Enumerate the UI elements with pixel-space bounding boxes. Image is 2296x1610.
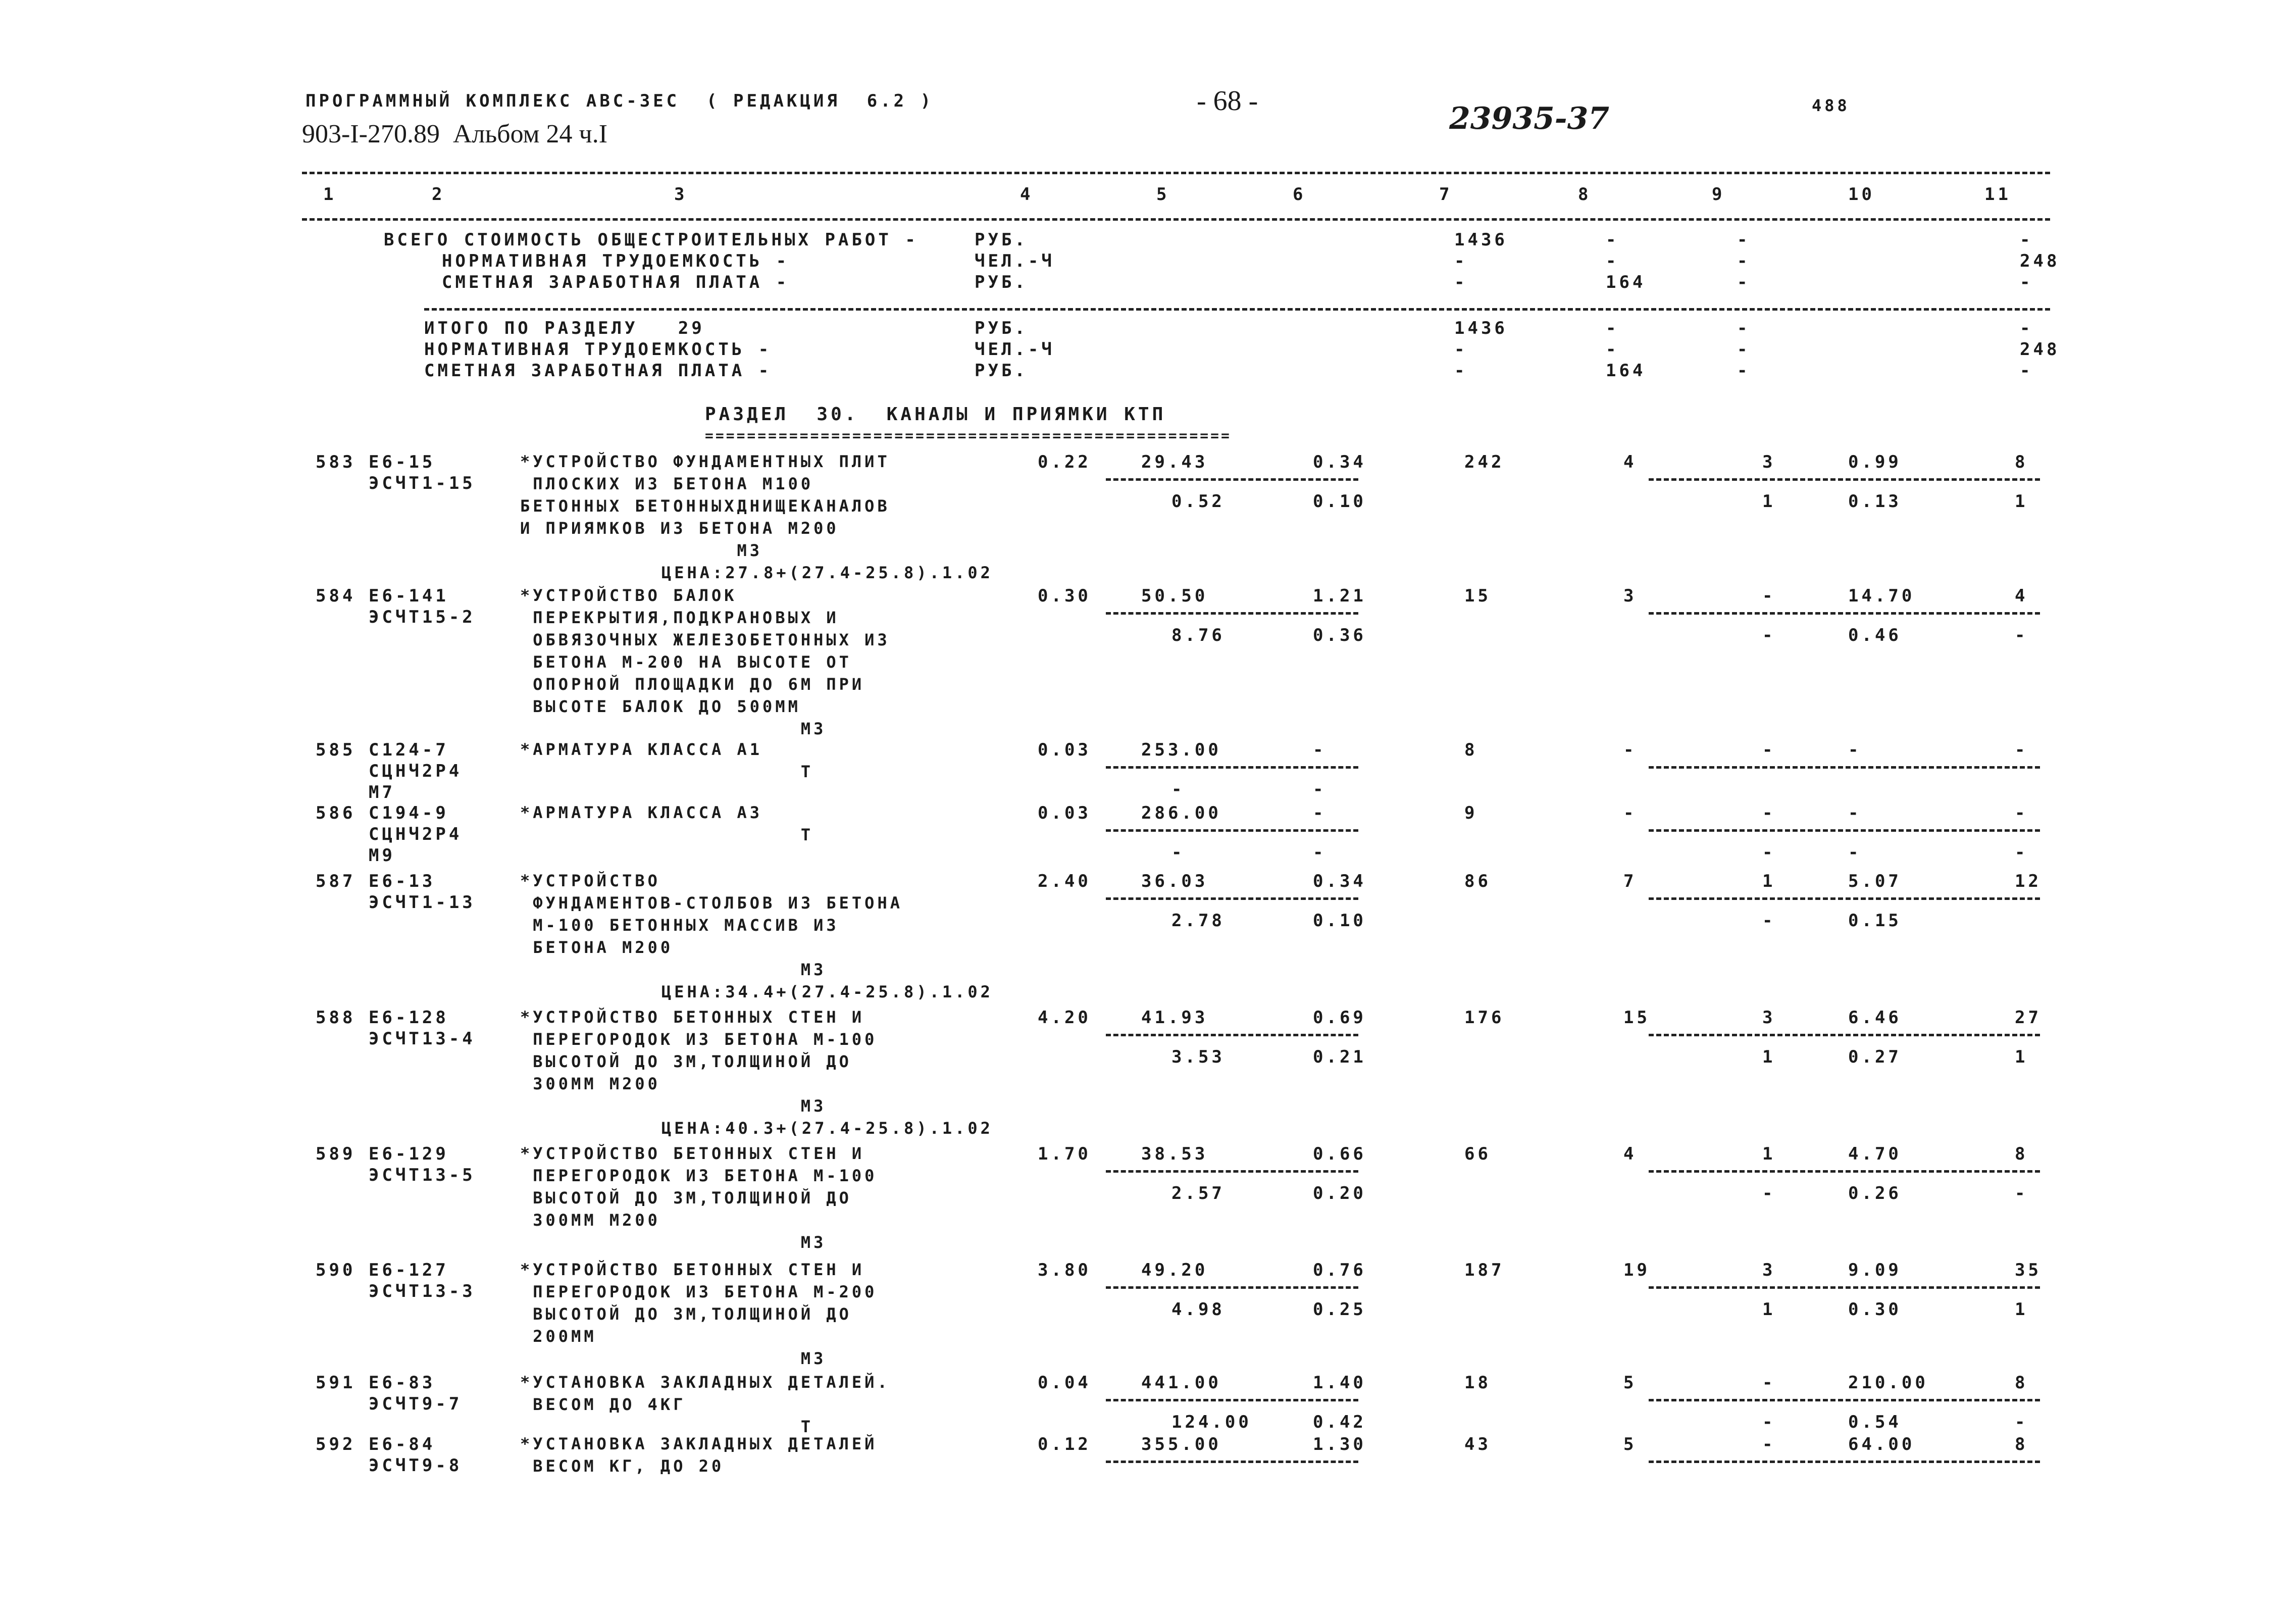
totals-underline (1649, 1286, 2040, 1289)
item-unit-price-sub: 2.57 (1171, 1183, 1225, 1203)
column-header-5: 5 (1156, 184, 1170, 205)
item-code: Е6-13 (369, 871, 436, 891)
item-col9: 1 (1762, 1144, 1776, 1164)
item-unit-price: 36.03 (1141, 871, 1208, 891)
item-col8: 19 (1623, 1260, 1650, 1280)
price-underline (1106, 478, 1358, 481)
header-bottom-rule (302, 218, 2050, 221)
item-col9-sub: - (1762, 1412, 1776, 1432)
item-quantity: 0.03 (1038, 803, 1091, 823)
item-description-line: М3 (520, 719, 827, 738)
item-description-line: *УСТРОЙСТВО БЕТОННЫХ СТЕН И (520, 1008, 865, 1027)
item-unit-price: 441.00 (1141, 1373, 1221, 1393)
item-unit-wage-sub: 0.25 (1313, 1299, 1366, 1320)
item-description-line: ПЕРЕГОРОДОК ИЗ БЕТОНА М-200 (520, 1282, 878, 1301)
item-col7: 8 (1464, 740, 1478, 760)
price-underline (1106, 612, 1358, 615)
item-code: Е6-127 (369, 1260, 449, 1280)
item-col8: 7 (1623, 871, 1637, 891)
totals-underline (1649, 478, 2040, 481)
item-number: 590 (316, 1260, 356, 1280)
item-col8: - (1623, 740, 1637, 760)
item-resource-code-extra: М7 (369, 782, 395, 802)
item-col9: 3 (1762, 452, 1776, 472)
item-col10: 0.99 (1848, 452, 1902, 472)
item-col7: 43 (1464, 1434, 1491, 1454)
item-description-line: *УСТРОЙСТВО (520, 871, 660, 890)
item-description-line: ПЛОСКИХ ИЗ БЕТОНА М100 (520, 474, 814, 493)
item-col9: - (1762, 803, 1776, 823)
item-description-line: ВЫСОТОЙ ДО 3М,ТОЛЩИНОЙ ДО (520, 1304, 852, 1324)
column-header-6: 6 (1293, 184, 1306, 205)
item-col7: 86 (1464, 871, 1491, 891)
corner-number: 488 (1812, 96, 1850, 115)
item-unit-price-sub: 124.00 (1171, 1412, 1252, 1432)
item-description-line: М3 (520, 541, 763, 560)
totals-unit: РУБ. (975, 361, 1028, 381)
item-unit-price: 286.00 (1141, 803, 1221, 823)
totals-label: СМЕТНАЯ ЗАРАБОТНАЯ ПЛАТА - (424, 361, 772, 381)
item-description-line: ПЕРЕГОРОДОК ИЗ БЕТОНА М-100 (520, 1030, 878, 1049)
totals-col8: - (1606, 251, 1619, 271)
totals-underline (1649, 766, 2040, 769)
totals-col8: - (1606, 339, 1619, 360)
item-description-line: БЕТОННЫХ БЕТОННЫХДНИЩЕКАНАЛОВ (520, 496, 890, 516)
item-unit-wage-sub: 0.21 (1313, 1047, 1366, 1067)
item-resource-code: ЭСЧТ13-4 (369, 1029, 476, 1049)
item-col8: 3 (1623, 586, 1637, 606)
item-col8: 4 (1623, 1144, 1637, 1164)
item-col11-sub: 1 (2015, 1299, 2028, 1320)
item-quantity: 4.20 (1038, 1008, 1091, 1028)
item-description-line: *АРМАТУРА КЛАССА А1 (520, 740, 763, 759)
item-resource-code-extra: М9 (369, 845, 395, 866)
item-col10: 5.07 (1848, 871, 1902, 891)
item-col8: 15 (1623, 1008, 1650, 1028)
item-code: С194-9 (369, 803, 449, 823)
totals-underline (1649, 897, 2040, 900)
item-description-line: 200ММ (520, 1327, 597, 1346)
item-description-line: ВЫСОТЕ БАЛОК ДО 500ММ (520, 697, 801, 716)
price-underline (1106, 1399, 1358, 1401)
item-col11-sub: - (2015, 1412, 2028, 1432)
document-code: 23935-37 (1449, 101, 1610, 136)
item-description-line: *АРМАТУРА КЛАССА А3 (520, 803, 763, 822)
section-title-underline: ================================================== (705, 427, 1232, 444)
item-unit-price: 29.43 (1141, 452, 1208, 472)
item-col10: 4.70 (1848, 1144, 1902, 1164)
totals-col8: - (1606, 230, 1619, 250)
item-unit-price: 38.53 (1141, 1144, 1208, 1164)
item-resource-code: ЭСЧТ13-5 (369, 1165, 476, 1185)
item-col9: - (1762, 740, 1776, 760)
item-number: 585 (316, 740, 356, 760)
item-price-note: ЦЕНА:34.4+(27.4-25.8).1.02 (661, 982, 993, 1001)
item-description-line: М3 (520, 960, 827, 979)
item-col11: 4 (2015, 586, 2028, 606)
totals-col11: - (2020, 230, 2033, 250)
item-resource-code: ЭСЧТ9-8 (369, 1455, 463, 1476)
item-description-line: М3 (520, 1096, 827, 1116)
item-col11: 8 (2015, 1144, 2028, 1164)
totals-col9: - (1737, 251, 1751, 271)
item-col11: 8 (2015, 452, 2028, 472)
item-description-line: М3 (520, 1233, 827, 1252)
item-unit-price: 49.20 (1141, 1260, 1208, 1280)
item-col7: 187 (1464, 1260, 1505, 1280)
totals-underline (1649, 1461, 2040, 1463)
program-name: ПРОГРАММНЫЙ КОМПЛЕКС АВС-ЗЕС ( РЕДАКЦИЯ 6.2 ) (305, 91, 934, 111)
item-col10-sub: 0.27 (1848, 1047, 1902, 1067)
item-col11: 8 (2015, 1373, 2028, 1393)
item-unit-wage: 0.69 (1313, 1008, 1366, 1028)
column-header-11: 11 (1984, 184, 2011, 205)
totals-unit: РУБ. (975, 272, 1028, 292)
totals-col7: 1436 (1454, 230, 1508, 250)
totals-col7: - (1454, 272, 1468, 292)
item-description-line: Т (520, 1417, 814, 1436)
item-col10: 210.00 (1848, 1373, 1928, 1393)
item-resource-code: СЦНЧ2Р4 (369, 761, 463, 781)
totals-unit: РУБ. (975, 318, 1028, 338)
item-price-note: ЦЕНА:40.3+(27.4-25.8).1.02 (661, 1119, 993, 1138)
item-unit-price: 253.00 (1141, 740, 1221, 760)
item-description-line: *УСТАНОВКА ЗАКЛАДНЫХ ДЕТАЛЕЙ (520, 1434, 878, 1453)
page-number: - 68 - (1197, 85, 1258, 117)
item-unit-price-sub: 8.76 (1171, 625, 1225, 645)
item-col9: - (1762, 1434, 1776, 1454)
totals-col11: - (2020, 272, 2033, 292)
totals-underline (1649, 612, 2040, 615)
totals-col9: - (1737, 339, 1751, 360)
item-description-line: ОБВЯЗОЧНЫХ ЖЕЛЕЗОБЕТОННЫХ ИЗ (520, 630, 890, 649)
project-code: 903-I-270.89 Альбом 24 ч.I (302, 120, 608, 148)
item-unit-price-sub: 4.98 (1171, 1299, 1225, 1320)
item-col8: 5 (1623, 1434, 1637, 1454)
item-description-line: Т (520, 762, 814, 781)
item-resource-code: ЭСЧТ13-3 (369, 1281, 476, 1301)
item-col10-sub: 0.30 (1848, 1299, 1902, 1320)
item-col9: 1 (1762, 871, 1776, 891)
totals-col7: - (1454, 339, 1468, 360)
item-number: 587 (316, 871, 356, 891)
totals-col9: - (1737, 361, 1751, 381)
item-col9-sub: 1 (1762, 491, 1776, 512)
totals-separator (424, 308, 2050, 311)
price-underline (1106, 1034, 1358, 1036)
item-code: Е6-15 (369, 452, 436, 472)
item-col11-sub: - (2015, 842, 2028, 863)
item-quantity: 0.04 (1038, 1373, 1091, 1393)
item-description-line: 300ММ М200 (520, 1211, 660, 1230)
totals-underline (1649, 1034, 2040, 1036)
item-code: Е6-84 (369, 1434, 436, 1454)
item-unit-price-sub: 0.52 (1171, 491, 1225, 512)
totals-unit: РУБ. (975, 230, 1028, 250)
totals-col9: - (1737, 230, 1751, 250)
item-unit-price-sub: - (1171, 842, 1185, 863)
item-description-line: *УСТАНОВКА ЗАКЛАДНЫХ ДЕТАЛЕЙ. (520, 1373, 890, 1392)
item-quantity: 1.70 (1038, 1144, 1091, 1164)
item-code: Е6-83 (369, 1373, 436, 1393)
item-col10-sub: 0.54 (1848, 1412, 1902, 1432)
item-col11-sub: 1 (2015, 1047, 2028, 1067)
item-col10-sub: 0.46 (1848, 625, 1902, 645)
item-col10-sub: 0.13 (1848, 491, 1902, 512)
item-col10: - (1848, 740, 1862, 760)
item-unit-wage: 1.40 (1313, 1373, 1366, 1393)
item-quantity: 0.22 (1038, 452, 1091, 472)
totals-col11: 248 (2020, 339, 2060, 360)
column-header-7: 7 (1439, 184, 1453, 205)
totals-col9: - (1737, 318, 1751, 338)
item-col8: - (1623, 803, 1637, 823)
totals-col7: 1436 (1454, 318, 1508, 338)
item-col7: 242 (1464, 452, 1505, 472)
item-description-line: ФУНДАМЕНТОВ-СТОЛБОВ ИЗ БЕТОНА (520, 893, 903, 913)
item-col10: - (1848, 803, 1862, 823)
item-description-line: ОПОРНОЙ ПЛОЩАДКИ ДО 6М ПРИ (520, 675, 865, 694)
section-title: РАЗДЕЛ 30. КАНАЛЫ И ПРИЯМКИ КТП (705, 404, 1166, 425)
item-number: 592 (316, 1434, 356, 1454)
item-col9-sub: - (1762, 1183, 1776, 1203)
item-unit-wage-sub: 0.10 (1313, 911, 1366, 931)
item-col7: 9 (1464, 803, 1478, 823)
item-col8: 4 (1623, 452, 1637, 472)
item-col9-sub: 1 (1762, 1047, 1776, 1067)
item-unit-wage-sub: - (1313, 842, 1326, 863)
item-description-line: *УСТРОЙСТВО БАЛОК (520, 586, 737, 605)
totals-label: НОРМАТИВНАЯ ТРУДОЕМКОСТЬ - (442, 251, 790, 271)
item-col9: - (1762, 586, 1776, 606)
item-description-line: ВЫСОТОЙ ДО 3М,ТОЛЩИНОЙ ДО (520, 1052, 852, 1071)
column-header-9: 9 (1712, 184, 1725, 205)
item-description-line: ВЫСОТОЙ ДО 3М,ТОЛЩИНОЙ ДО (520, 1188, 852, 1208)
price-underline (1106, 766, 1358, 769)
totals-col8: 164 (1606, 361, 1646, 381)
item-number: 583 (316, 452, 356, 472)
column-header-10: 10 (1848, 184, 1875, 205)
item-price-note: ЦЕНА:27.8+(27.4-25.8).1.02 (661, 563, 993, 582)
item-quantity: 2.40 (1038, 871, 1091, 891)
column-header-4: 4 (1020, 184, 1034, 205)
item-col11: 8 (2015, 1434, 2028, 1454)
item-col10: 14.70 (1848, 586, 1915, 606)
item-col10: 9.09 (1848, 1260, 1902, 1280)
item-unit-price-sub: 2.78 (1171, 911, 1225, 931)
item-col9-sub: - (1762, 911, 1776, 931)
item-col7: 15 (1464, 586, 1491, 606)
price-underline (1106, 1286, 1358, 1289)
item-description-line: ВЕСОМ КГ, ДО 20 (520, 1456, 725, 1476)
item-quantity: 0.12 (1038, 1434, 1091, 1454)
item-resource-code: ЭСЧТ1-13 (369, 892, 476, 913)
item-col9-sub: 1 (1762, 1299, 1776, 1320)
item-description-line: ПЕРЕКРЫТИЯ,ПОДКРАНОВЫХ И (520, 608, 839, 627)
totals-underline (1649, 1399, 2040, 1401)
item-unit-wage: 0.34 (1313, 452, 1366, 472)
totals-col9: - (1737, 272, 1751, 292)
item-unit-wage: 0.76 (1313, 1260, 1366, 1280)
item-col7: 18 (1464, 1373, 1491, 1393)
item-description-line: М3 (520, 1349, 827, 1368)
item-col7: 176 (1464, 1008, 1505, 1028)
item-description-line: ВЕСОМ ДО 4КГ (520, 1395, 686, 1414)
item-col9-sub: - (1762, 842, 1776, 863)
item-description-line: *УСТРОЙСТВО БЕТОННЫХ СТЕН И (520, 1144, 865, 1163)
item-col10: 6.46 (1848, 1008, 1902, 1028)
item-col8: 5 (1623, 1373, 1637, 1393)
item-number: 586 (316, 803, 356, 823)
price-underline (1106, 1461, 1358, 1463)
item-quantity: 3.80 (1038, 1260, 1091, 1280)
item-col7: 66 (1464, 1144, 1491, 1164)
item-col11: 27 (2015, 1008, 2042, 1028)
item-number: 591 (316, 1373, 356, 1393)
item-col10: 64.00 (1848, 1434, 1915, 1454)
item-unit-wage: 1.30 (1313, 1434, 1366, 1454)
totals-col8: 164 (1606, 272, 1646, 292)
item-unit-wage: - (1313, 740, 1326, 760)
item-col10-sub: - (1848, 842, 1862, 863)
item-col10-sub: 0.26 (1848, 1183, 1902, 1203)
totals-underline (1649, 829, 2040, 832)
item-col10-sub: 0.15 (1848, 911, 1902, 931)
item-unit-wage-sub: 0.20 (1313, 1183, 1366, 1203)
item-number: 589 (316, 1144, 356, 1164)
totals-unit: ЧЕЛ.-Ч (975, 339, 1055, 360)
item-resource-code: ЭСЧТ1-15 (369, 473, 476, 493)
item-unit-wage: 0.34 (1313, 871, 1366, 891)
item-resource-code: ЭСЧТ9-7 (369, 1394, 463, 1414)
item-unit-wage: - (1313, 803, 1326, 823)
item-unit-price: 41.93 (1141, 1008, 1208, 1028)
item-col11: 12 (2015, 871, 2042, 891)
item-col11-sub: - (2015, 625, 2028, 645)
price-underline (1106, 829, 1358, 832)
item-code: С124-7 (369, 740, 449, 760)
item-col9: 3 (1762, 1260, 1776, 1280)
column-header-3: 3 (674, 184, 688, 205)
item-quantity: 0.30 (1038, 586, 1091, 606)
item-description-line: И ПРИЯМКОВ ИЗ БЕТОНА М200 (520, 519, 839, 538)
item-col9-sub: - (1762, 625, 1776, 645)
totals-col11: 248 (2020, 251, 2060, 271)
totals-unit: ЧЕЛ.-Ч (975, 251, 1055, 271)
item-resource-code: СЦНЧ2Р4 (369, 824, 463, 844)
totals-col7: - (1454, 251, 1468, 271)
totals-col7: - (1454, 361, 1468, 381)
item-code: Е6-128 (369, 1008, 449, 1028)
item-col11-sub: 1 (2015, 491, 2028, 512)
item-col11-sub: - (2015, 1183, 2028, 1203)
column-header-2: 2 (432, 184, 445, 205)
item-unit-price: 50.50 (1141, 586, 1208, 606)
item-description-line: *УСТРОЙСТВО ФУНДАМЕНТНЫХ ПЛИТ (520, 452, 890, 471)
totals-label: ВСЕГО СТОИМОСТЬ ОБЩЕСТРОИТЕЛЬНЫХ РАБОТ - (384, 230, 919, 250)
item-quantity: 0.03 (1038, 740, 1091, 760)
item-description-line: БЕТОНА М-200 НА ВЫСОТЕ ОТ (520, 652, 852, 672)
item-description-line: М-100 БЕТОННЫХ МАССИВ ИЗ (520, 916, 839, 935)
item-col11: - (2015, 740, 2028, 760)
item-description-line: БЕТОНА М200 (520, 938, 674, 957)
item-code: Е6-129 (369, 1144, 449, 1164)
totals-label: СМЕТНАЯ ЗАРАБОТНАЯ ПЛАТА - (442, 272, 790, 292)
item-number: 588 (316, 1008, 356, 1028)
price-underline (1106, 897, 1358, 900)
item-unit-wage-sub: - (1313, 779, 1326, 799)
item-resource-code: ЭСЧТ15-2 (369, 607, 476, 627)
item-col9: - (1762, 1373, 1776, 1393)
item-unit-price: 355.00 (1141, 1434, 1221, 1454)
item-unit-wage-sub: 0.10 (1313, 491, 1366, 512)
item-description-line: *УСТРОЙСТВО БЕТОННЫХ СТЕН И (520, 1260, 865, 1279)
totals-col8: - (1606, 318, 1619, 338)
item-col9: 3 (1762, 1008, 1776, 1028)
item-unit-price-sub: - (1171, 779, 1185, 799)
item-description-line: Т (520, 825, 814, 844)
totals-label: НОРМАТИВНАЯ ТРУДОЕМКОСТЬ - (424, 339, 772, 360)
totals-underline (1649, 1170, 2040, 1173)
item-col11: 35 (2015, 1260, 2042, 1280)
price-underline (1106, 1170, 1358, 1173)
totals-col11: - (2020, 361, 2033, 381)
item-unit-wage-sub: 0.36 (1313, 625, 1366, 645)
totals-col11: - (2020, 318, 2033, 338)
item-description-line: 300ММ М200 (520, 1074, 660, 1093)
item-unit-price-sub: 3.53 (1171, 1047, 1225, 1067)
item-code: Е6-141 (369, 586, 449, 606)
item-description-line: ПЕРЕГОРОДОК ИЗ БЕТОНА М-100 (520, 1166, 878, 1185)
item-unit-wage-sub: 0.42 (1313, 1412, 1366, 1432)
item-number: 584 (316, 586, 356, 606)
column-header-8: 8 (1578, 184, 1592, 205)
item-unit-wage: 0.66 (1313, 1144, 1366, 1164)
item-col11: - (2015, 803, 2028, 823)
item-unit-wage: 1.21 (1313, 586, 1366, 606)
column-header-1: 1 (323, 184, 337, 205)
table-top-rule (302, 172, 2050, 174)
totals-label: ИТОГО ПО РАЗДЕЛУ 29 (424, 318, 705, 338)
